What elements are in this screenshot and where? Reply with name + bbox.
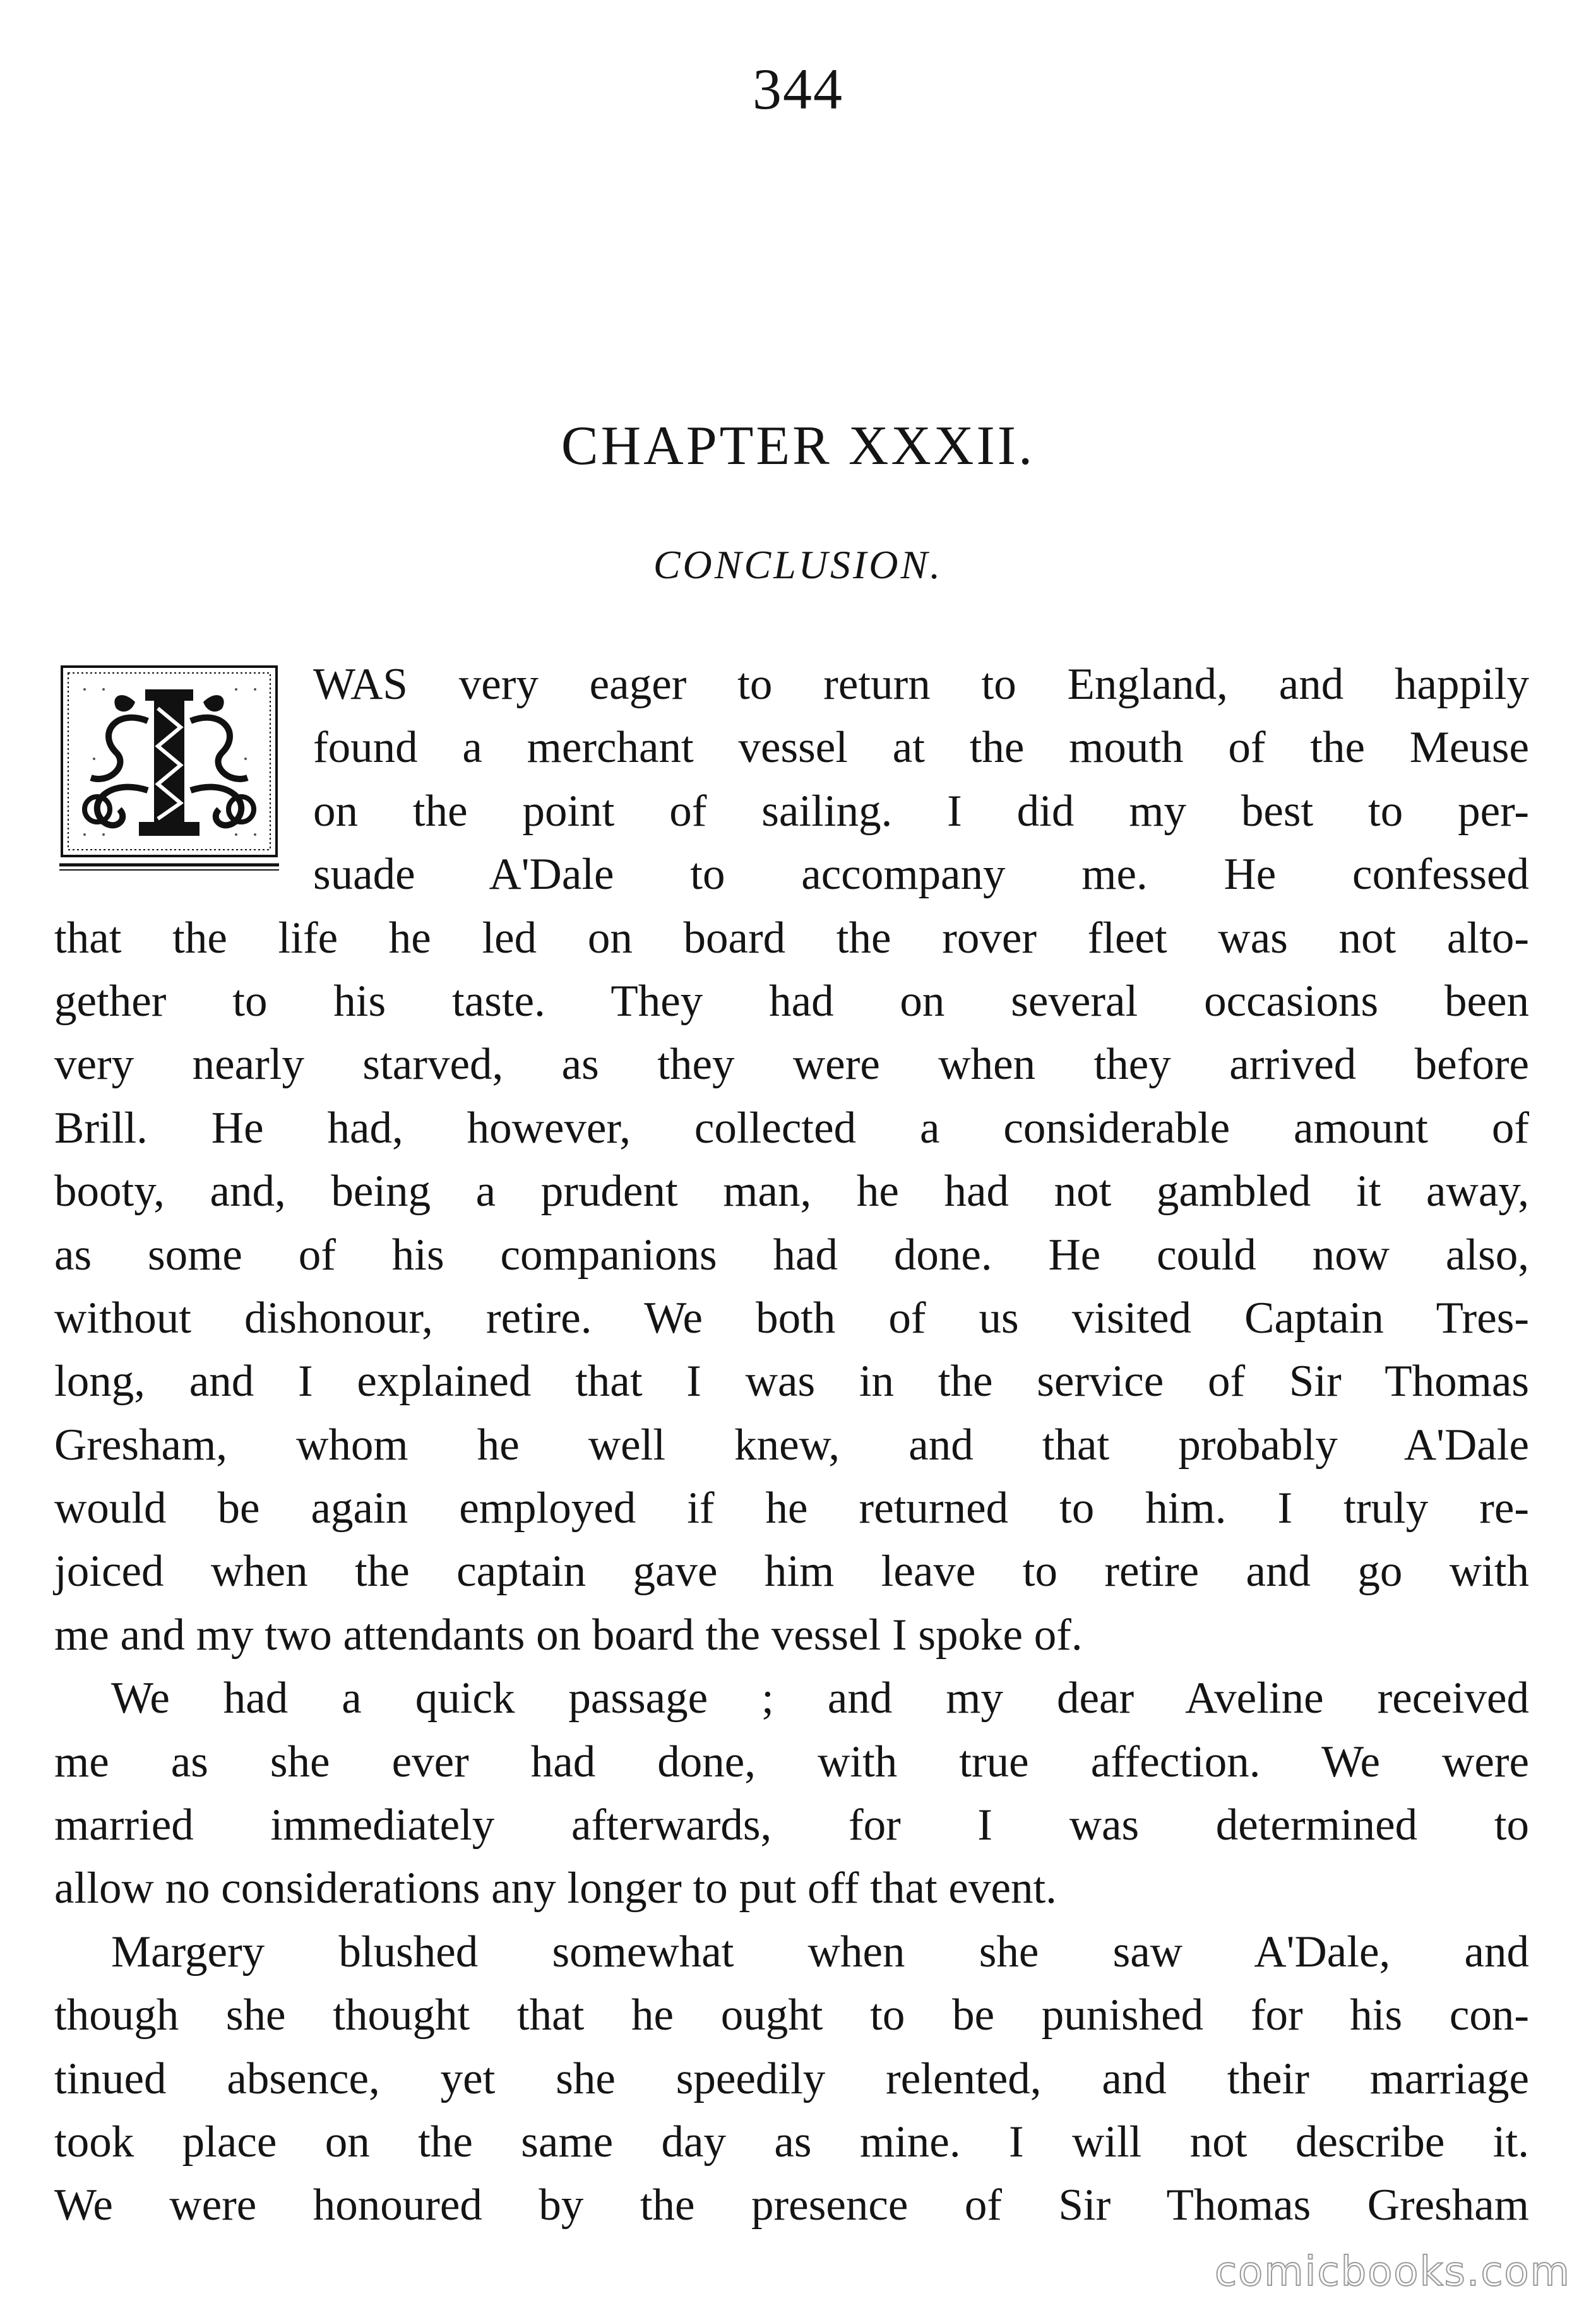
text-line: me as she ever had done, with true affection. We were (54, 1737, 1529, 1787)
watermark: comicbooks.com (1214, 2249, 1571, 2295)
text-line: as some of his companions had done. He could now also, (54, 1230, 1529, 1280)
text-line: took place on the same day as mine. I will not describe it. (54, 2117, 1529, 2167)
text-line: gether to his taste. They had on several occasions been (54, 976, 1529, 1026)
text-line: long, and I explained that I was in the service of Sir Thomas (54, 1357, 1529, 1407)
body-text (54, 653, 1529, 2237)
text-line: very nearly starved, as they were when they arrived before (54, 1040, 1529, 1090)
text-line: me and my two attendants on board the vessel I spoke of. (54, 1610, 1083, 1660)
text-line: on the point of sailing. I did my best to per- (313, 786, 1529, 836)
text-line: found a merchant vessel at the mouth of the Meuse (313, 723, 1529, 773)
text-line: that the life he led on board the rover fleet was not alto- (54, 913, 1529, 963)
page-number: 344 (753, 57, 843, 121)
text-line: married immediately afterwards, for I was determined to (54, 1800, 1529, 1850)
text-line: Brill. He had, however, collected a considerable amount of (54, 1103, 1529, 1153)
text-line: would be again employed if he returned to him. I truly re- (54, 1484, 1529, 1533)
text-line: booty, and, being a prudent man, he had not gambled it away, (54, 1167, 1529, 1216)
text-line: Gresham, whom he well knew, and that probably A'Dale (54, 1420, 1529, 1470)
chapter-subtitle: CONCLUSION. (653, 542, 943, 587)
text-line: We had a quick passage ; and my dear Aveline received (111, 1674, 1529, 1723)
text-line: though she thought that he ought to be punished for his con- (54, 1990, 1529, 2040)
text-line: suade A'Dale to accompany me. He confessed (313, 850, 1529, 900)
text-line: tinued absence, yet she speedily relented, and their marriage (54, 2054, 1529, 2103)
text-line: allow no considerations any longer to put off that event. (54, 1864, 1057, 1913)
text-line: WAS very eager to return to England, and happily (313, 660, 1529, 709)
text-line: We were honoured by the presence of Sir Thomas Gresham (54, 2180, 1529, 2230)
text-line: Margery blushed somewhat when she saw A'Dale, and (111, 1927, 1529, 1977)
chapter-title: CHAPTER XXXII. (561, 415, 1035, 477)
text-line: joiced when the captain gave him leave to retire and go with (54, 1547, 1529, 1597)
text-line: without dishonour, retire. We both of us visited Captain Tres- (54, 1293, 1529, 1343)
